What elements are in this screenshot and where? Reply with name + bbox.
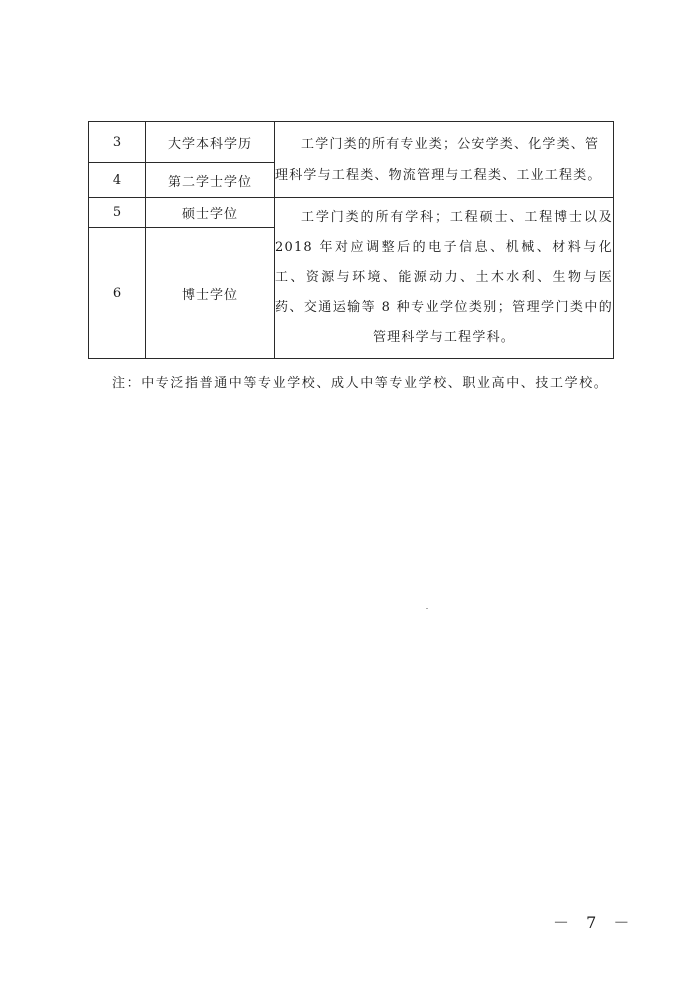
- qualification-table: [88, 121, 614, 359]
- row-number: 6: [89, 228, 146, 359]
- footnote: 注：中专泛指普通中等专业学校、成人中等专业学校、职业高中、技工学校。: [112, 376, 609, 391]
- row-number: 4: [89, 163, 146, 198]
- degree-cell: 大学本科学历: [146, 122, 275, 163]
- degree-cell: 博士学位: [146, 228, 275, 359]
- degree-cell: 硕士学位: [146, 198, 275, 228]
- row-number: 5: [89, 198, 146, 228]
- scan-speck: [426, 608, 428, 609]
- row-number: 3: [89, 122, 146, 163]
- majors-cell: 工学门类的所有专业类；公安学类、化学类、管理科学与工程类、物流管理与工程类、工业工程类。: [275, 122, 614, 198]
- degree-cell: 第二学士学位: [146, 163, 275, 198]
- majors-cell: 工学门类的所有学科；工程硕士、工程博士以及 2018 年对应调整后的电子信息、机械、材料与化工、资源与环境、能源动力、土木水利、生物与医药、交通运输等 8 种专业学位类别；管理学门类中的管理科学与工程学科。: [275, 198, 614, 359]
- table-row: [89, 122, 614, 163]
- page-number: － 7 －: [553, 913, 636, 932]
- table-row: [89, 198, 614, 228]
